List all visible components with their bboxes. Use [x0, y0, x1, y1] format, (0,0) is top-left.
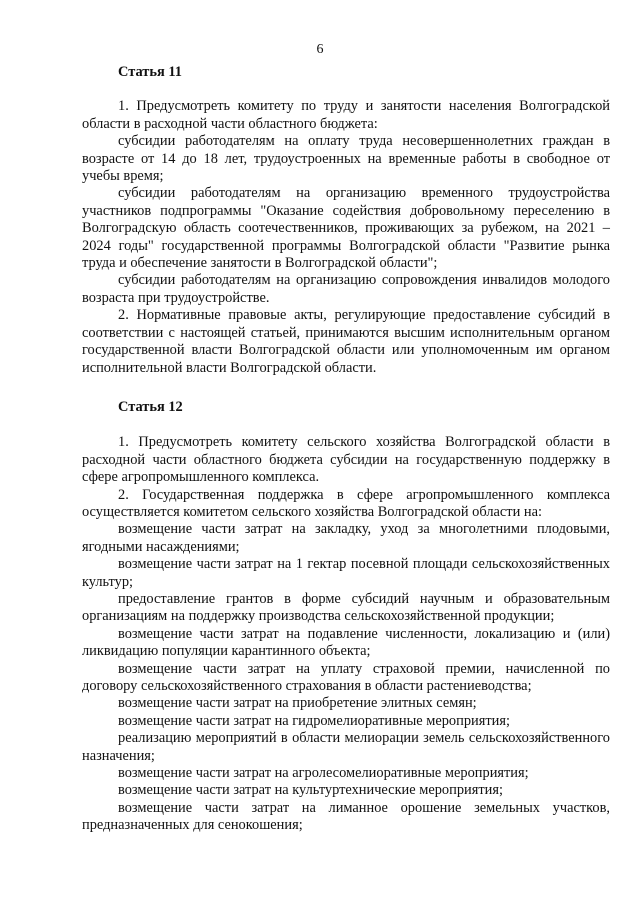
paragraph: субсидии работодателям на организацию временного трудоустройства участников подпрограммы "Оказание содействия добровольному переселению в Волгоградскую область соотечественников, проживающих за рубежом, на 2021 – 2024 годы" государственной программы Волгоградской области "Развитие рынка труда и обеспечение занятости в Волгоградской области"; — [82, 185, 610, 272]
article-heading: Статья 12 — [118, 398, 183, 415]
article-12 — [82, 399, 610, 835]
document-body — [82, 64, 610, 835]
article-11 — [82, 64, 610, 377]
paragraph: возмещение части затрат на приобретение элитных семян; — [118, 695, 477, 712]
paragraph: 1. Предусмотреть комитету по труду и занятости населения Волгоградской области в расходной части областного бюджета: — [82, 98, 610, 132]
paragraph: 1. Предусмотреть комитету сельского хозяйства Волгоградской области в расходной части областного бюджета субсидии на государственную поддержку в сфере агропромышленного комплекса. — [82, 434, 610, 486]
paragraph: возмещение части затрат на уплату страховой премии, начисленной по договору сельскохозяйственного страхования в области растениеводства; — [82, 660, 610, 694]
page-number: 6 — [316, 42, 324, 57]
paragraph: возмещение части затрат на 1 гектар посевной площади сельскохозяйственных культур; — [82, 556, 610, 590]
paragraph: предоставление грантов в форме субсидий научным и образовательным организациям на поддержку производства сельскохозяйственной продукции; — [82, 590, 610, 625]
paragraph: возмещение части затрат на агролесомелиоративные мероприятия; — [118, 765, 529, 782]
article-heading: Статья 11 — [118, 64, 182, 80]
paragraph: реализацию мероприятий в области мелиорации земель сельскохозяйственного назначения; — [82, 730, 610, 764]
paragraph: возмещение части затрат на закладку, уход за многолетними плодовыми, ягодными насаждениями; — [82, 521, 610, 555]
paragraph: возмещение части затрат на гидромелиоративные мероприятия; — [118, 712, 510, 729]
paragraph: 2. Нормативные правовые акты, регулирующие предоставление субсидий в соответствии с настоящей статьей, принимаются высшим исполнительным органом государственной власти Волгоградской области или уполномоченным им органом исполнительной власти Волгоградской области. — [82, 307, 610, 376]
paragraph: возмещение части затрат на лиманное орошение земельных участков, предназначенных для сенокошения; — [82, 799, 610, 834]
paragraph: возмещение части затрат на культуртехнические мероприятия; — [118, 782, 503, 799]
paragraph: субсидии работодателям на организацию сопровождения инвалидов молодого возраста при трудоустройстве. — [82, 272, 610, 306]
paragraph: 2. Государственная поддержка в сфере агропромышленного комплекса осуществляется комитетом сельского хозяйства Волгоградской области на: — [82, 486, 610, 520]
paragraph: возмещение части затрат на подавление численности, локализацию и (или) ликвидацию популяции карантинного объекта; — [82, 625, 610, 660]
paragraph: субсидии работодателям на оплату труда несовершеннолетних граждан в возрасте от 14 до 18 лет, трудоустроенных на временные работы в свободное от учебы время; — [82, 133, 610, 185]
